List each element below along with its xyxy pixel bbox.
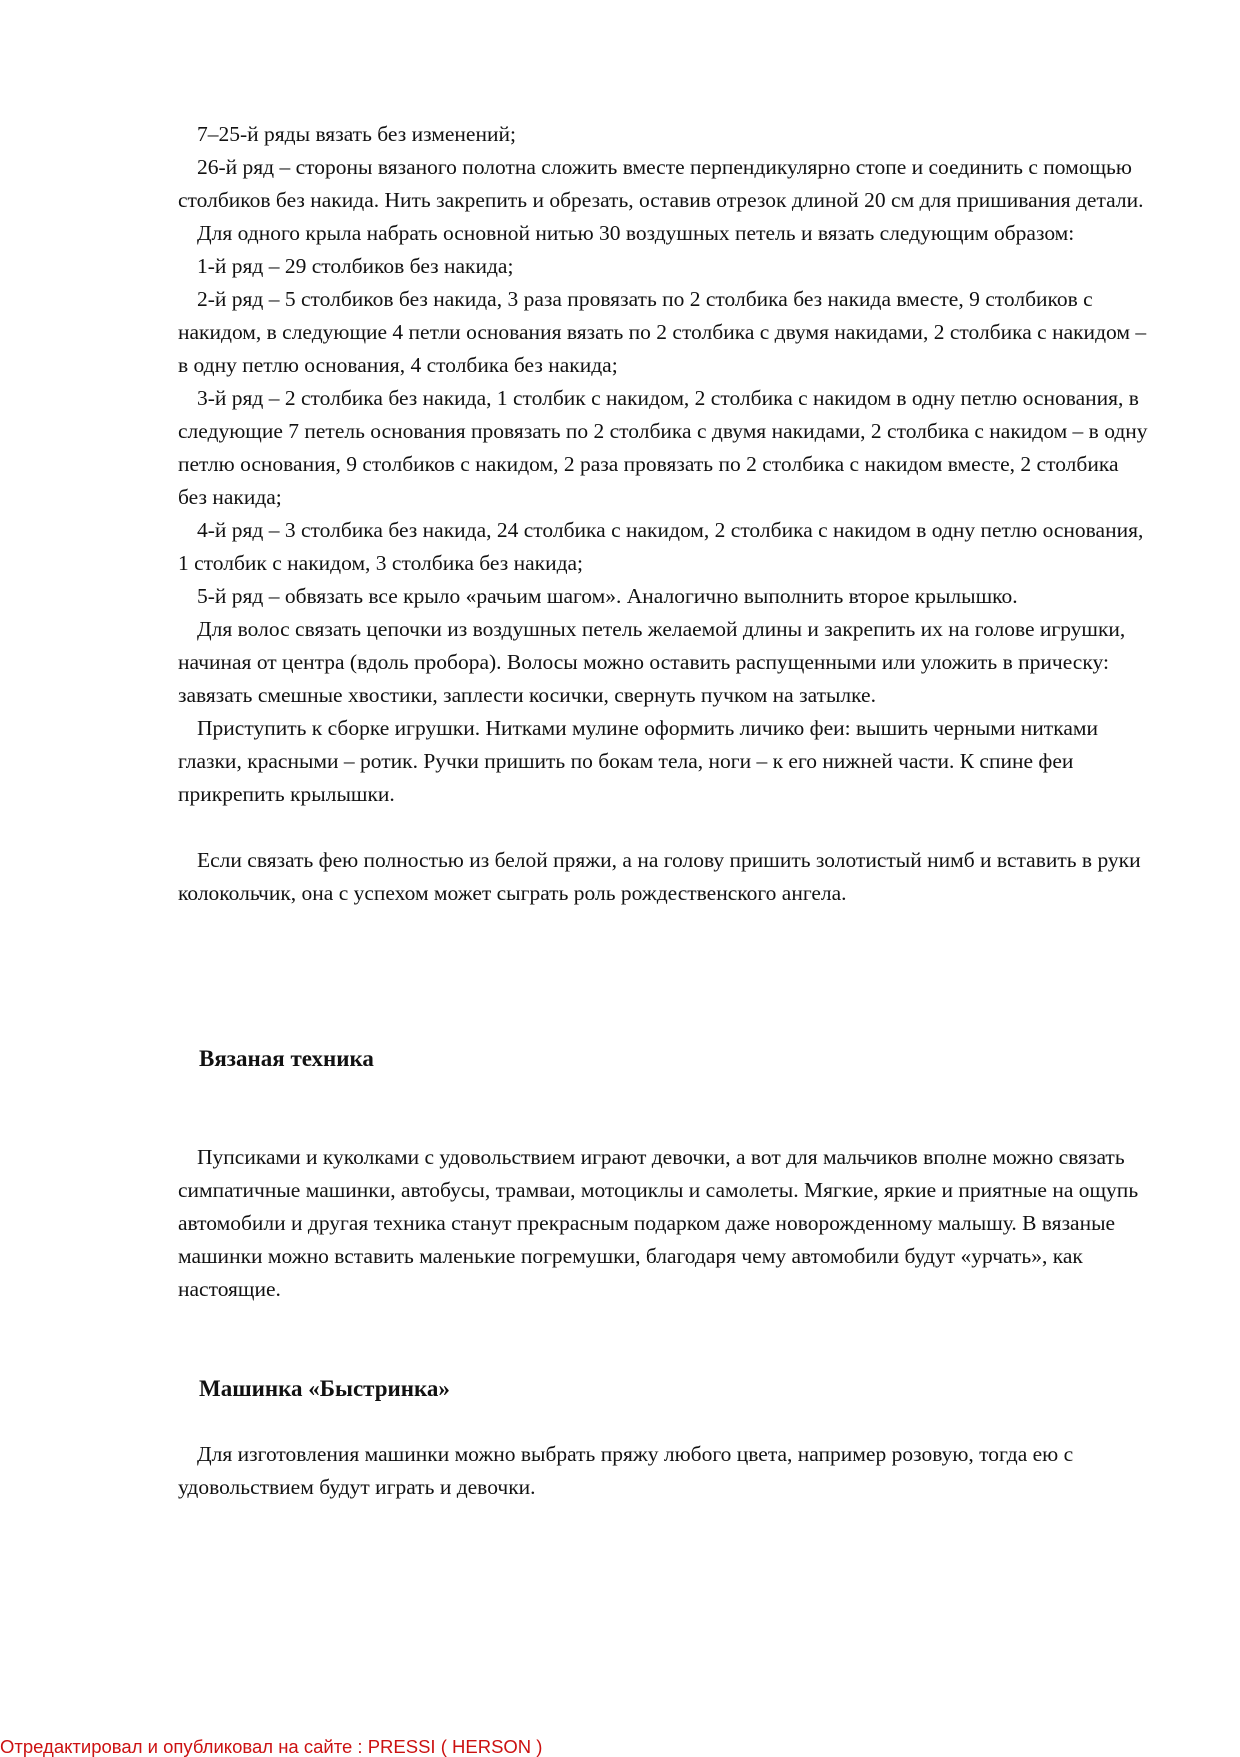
paragraph-hair: Для волос связать цепочки из воздушных петель желаемой длины и закрепить их на голове игрушки, начиная от центра (вдоль пробора). Волосы можно оставить распущенными или уложить в прическу: завязать смешные хвостики, заплести косички, свернуть пучком на затылке. [178, 617, 1126, 707]
paragraph-wing-row-5: 5-й ряд – обвязать все крыло «рачьим шагом». Аналогично выполнить второе крылышко. [197, 584, 1018, 608]
paragraph-knitted-vehicles: Пупсиками и куколками с удовольствием играют девочки, а вот для мальчиков вполне можно связать симпатичные машинки, автобусы, трамваи, мотоциклы и самолеты. Мягкие, яркие и приятные на ощупь автомобили и другая техника станут прекрасным подарком даже новорожденному малышу. В вязаные машинки можно вставить маленькие погремушки, благодаря чему автомобили будут «урчать», как настоящие. [178, 1145, 1139, 1301]
spacer [178, 1075, 1148, 1141]
section-heading-car-bystrinka: Машинка «Быстринка» [199, 1376, 450, 1401]
footer-credit: Отредактировал и опубликовал на сайте : PRESSI ( HERSON ) [0, 1736, 543, 1757]
paragraph-assembly: Приступить к сборке игрушки. Нитками мулине оформить личико феи: вышить черными нитками глазки, красными – ротик. Ручки пришить по бокам тела, ноги – к его нижней части. К спине феи прикрепить крылышки. [178, 716, 1098, 806]
paragraph-row-26: 26-й ряд – стороны вязаного полотна сложить вместе перпендикулярно стопе и соединить с помощью столбиков без накида. Нить закрепить и обрезать, оставив отрезок длиной 20 см для пришивания детали. [178, 155, 1144, 212]
paragraph-angel: Если связать фею полностью из белой пряжи, а на голову пришить золотистый нимб и вставить в руки колокольчик, она с успехом может сыграть роль рождественского ангела. [178, 848, 1141, 905]
paragraph-wing-row-1: 1-й ряд – 29 столбиков без накида; [197, 254, 514, 278]
spacer [178, 1405, 1148, 1438]
spacer [178, 811, 1148, 844]
paragraph-wing-row-2: 2-й ряд – 5 столбиков без накида, 3 раза провязать по 2 столбика без накида вместе, 9 столбиков с накидом, в следующие 4 петли основания вязать по 2 столбика с двумя накидами, 2 столбика с накидом – в одну петлю основания, 4 столбика без накида; [178, 287, 1147, 377]
spacer [178, 1306, 1148, 1372]
paragraph-wing-intro: Для одного крыла набрать основной нитью 30 воздушных петель и вязать следующим образом: [197, 221, 1075, 245]
section-heading-knitted-vehicles: Вязаная техника [199, 1046, 374, 1071]
spacer [178, 910, 1148, 1042]
paragraph-wing-row-3: 3-й ряд – 2 столбика без накида, 1 столбик с накидом, 2 столбика с накидом в одну петлю основания, в следующие 7 петель основания провязать по 2 столбика с двумя накидами, 2 столбика с накидом – в одну петлю основания, 9 столбиков с накидом, 2 раза провязать по 2 столбика с накидом вместе, 2 столбика без накида; [178, 386, 1148, 509]
document-page [178, 118, 1148, 1504]
paragraph-wing-row-4: 4-й ряд – 3 столбика без накида, 24 столбика с накидом, 2 столбика с накидом в одну петлю основания, 1 столбик с накидом, 3 столбика без накида; [178, 518, 1144, 575]
paragraph-rows-7-25: 7–25-й ряды вязать без изменений; [197, 122, 516, 146]
paragraph-car-bystrinka: Для изготовления машинки можно выбрать пряжу любого цвета, например розовую, тогда ею с удовольствием будут играть и девочки. [178, 1442, 1074, 1499]
